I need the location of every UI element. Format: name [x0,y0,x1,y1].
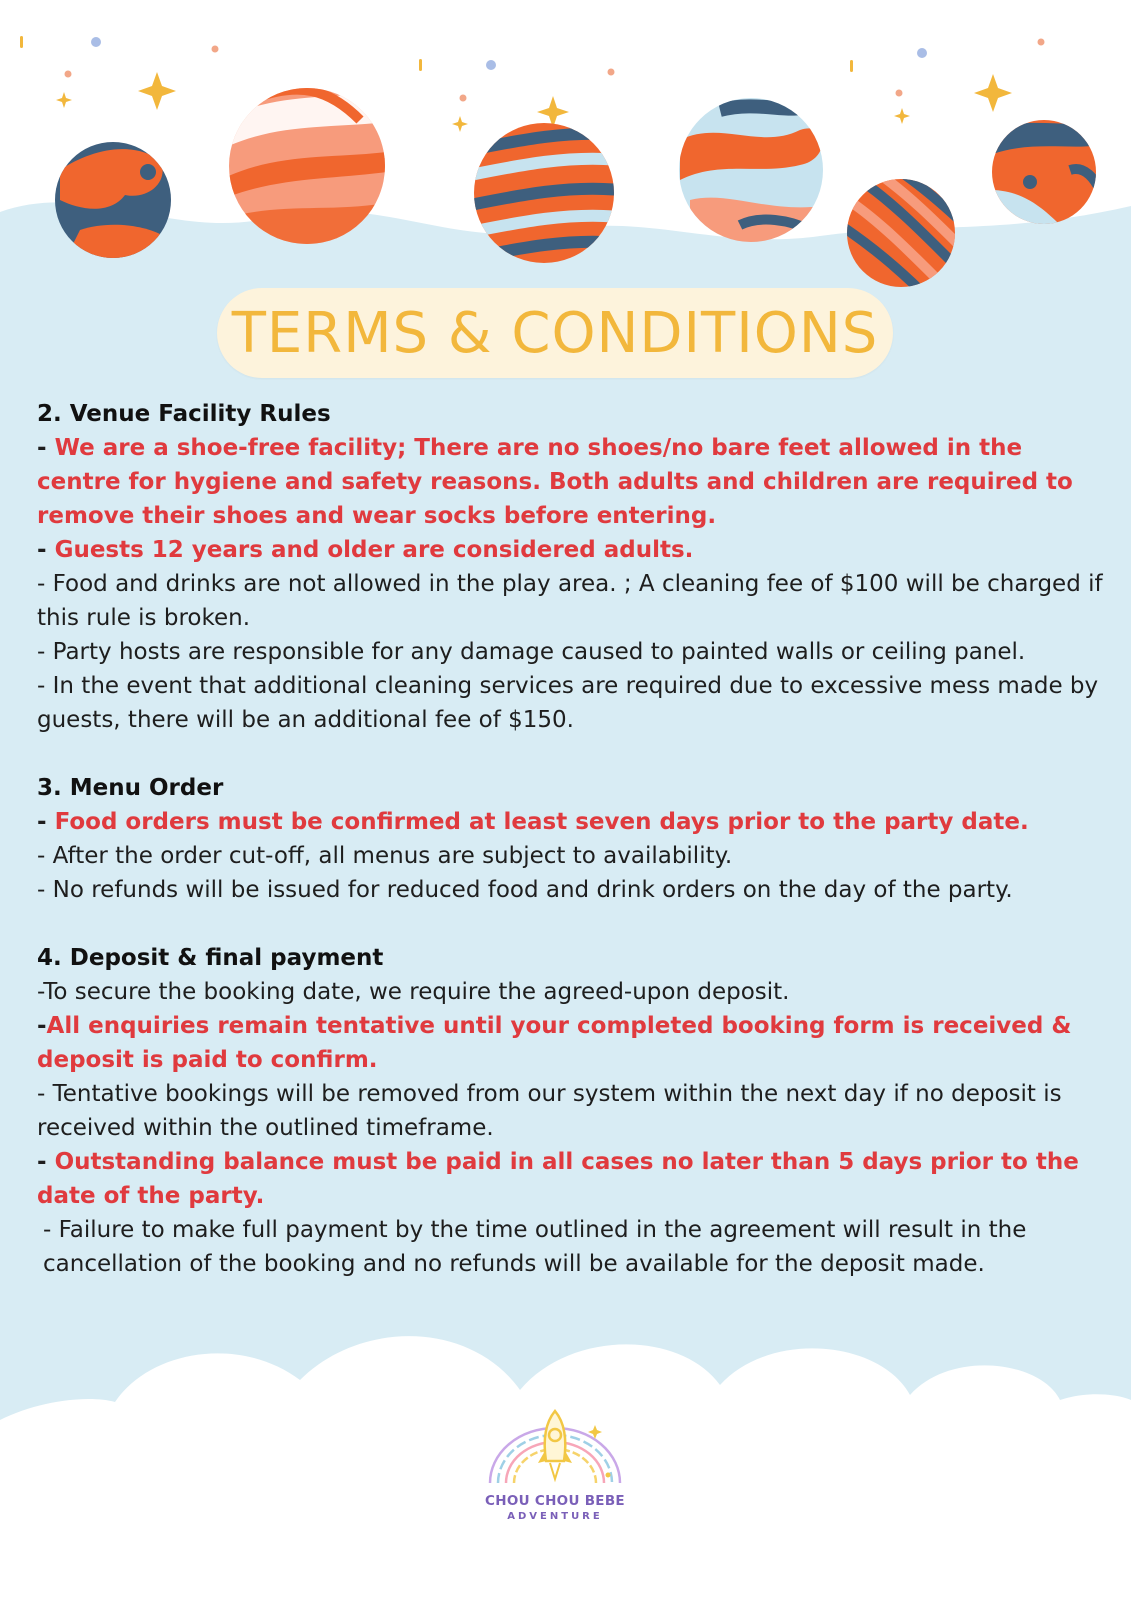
item-text: After the order cut-off, all menus are subject to availability. [52,843,733,869]
section-menu-order [37,771,1107,907]
terms-content [37,397,1107,1315]
list-item [37,975,1107,1009]
item-text: We are a shoe-free facility; There are no shoes/no bare feet allowed in the centre for hygiene and safety reasons. Both adults and children are required to remove their shoes and wear socks before entering. [37,435,1073,529]
bullet-prefix: - [37,809,55,835]
list-item [37,1213,1107,1281]
section-deposit-final-payment [37,941,1107,1281]
list-item [37,431,1107,533]
planet-icon [679,98,830,250]
item-text: No refunds will be issued for reduced food and drink orders on the day of the party. [52,877,1013,903]
bullet-prefix: - [37,571,53,597]
item-text: Food orders must be confirmed at least seven days prior to the party date. [54,809,1029,835]
item-text: To secure the booking date, we require the agreed-upon deposit. [43,979,790,1005]
page-title: TERMS & CONDITIONS [231,300,879,366]
section-heading: 3. Menu Order [37,775,224,801]
bullet-prefix: - [37,537,55,563]
list-item [37,567,1107,635]
bullet-prefix: - [37,1149,55,1175]
list-item [37,1009,1107,1077]
sparkle-star-icon [20,36,1012,132]
logo-tagline: ADVENTURE [507,1511,603,1522]
list-item [37,635,1107,669]
section-heading: 2. Venue Facility Rules [37,401,331,427]
item-text: Food and drinks are not allowed in the play area. ; A cleaning fee of $100 will be charged if this rule is broken. [37,571,1103,631]
bullet-prefix: - [37,843,53,869]
bullet-prefix: - [37,1081,53,1107]
bullet-prefix: - [43,1217,59,1243]
list-item [37,873,1107,907]
list-item [37,669,1107,737]
item-text: All enquiries remain tentative until your completed booking form is received & deposit is paid to confirm. [37,1013,1072,1073]
logo-wordmark: CHOU CHOU BEBE [485,1493,625,1509]
list-item [37,533,1107,567]
bullet-prefix: - [37,673,53,699]
section-heading: 4. Deposit & final payment [37,945,384,971]
bullet-prefix: - [37,1013,47,1039]
item-text: Tentative bookings will be removed from our system within the next day if no deposit is received within the outlined timeframe. [37,1081,1062,1141]
bullet-prefix: - [37,979,44,1005]
item-text: In the event that additional cleaning services are required due to excessive mess made by guests, there will be an additional fee of $150. [37,673,1099,733]
bullet-prefix: - [37,877,53,903]
list-item [37,805,1107,839]
bullet-prefix: - [37,435,55,461]
item-text: Party hosts are responsible for any damage caused to painted walls or ceiling panel. [52,639,1026,665]
list-item [37,839,1107,873]
title-banner [217,288,893,378]
rocket-logo-icon [470,1405,640,1495]
bullet-prefix: - [37,639,53,665]
item-text: Guests 12 years and older are considered adults. [54,537,694,563]
list-item [37,1077,1107,1145]
item-text: Outstanding balance must be paid in all cases no later than 5 days prior to the date of the party. [37,1149,1079,1209]
planet-icon [990,120,1100,230]
section-venue-facility-rules [37,397,1107,737]
list-item [37,1145,1107,1213]
item-text: Failure to make full payment by the time outlined in the agreement will result in the cancellation of the booking and no refunds will be available for the deposit made. [43,1217,1027,1277]
brand-logo [470,1405,640,1525]
decor-dots [65,37,1045,102]
